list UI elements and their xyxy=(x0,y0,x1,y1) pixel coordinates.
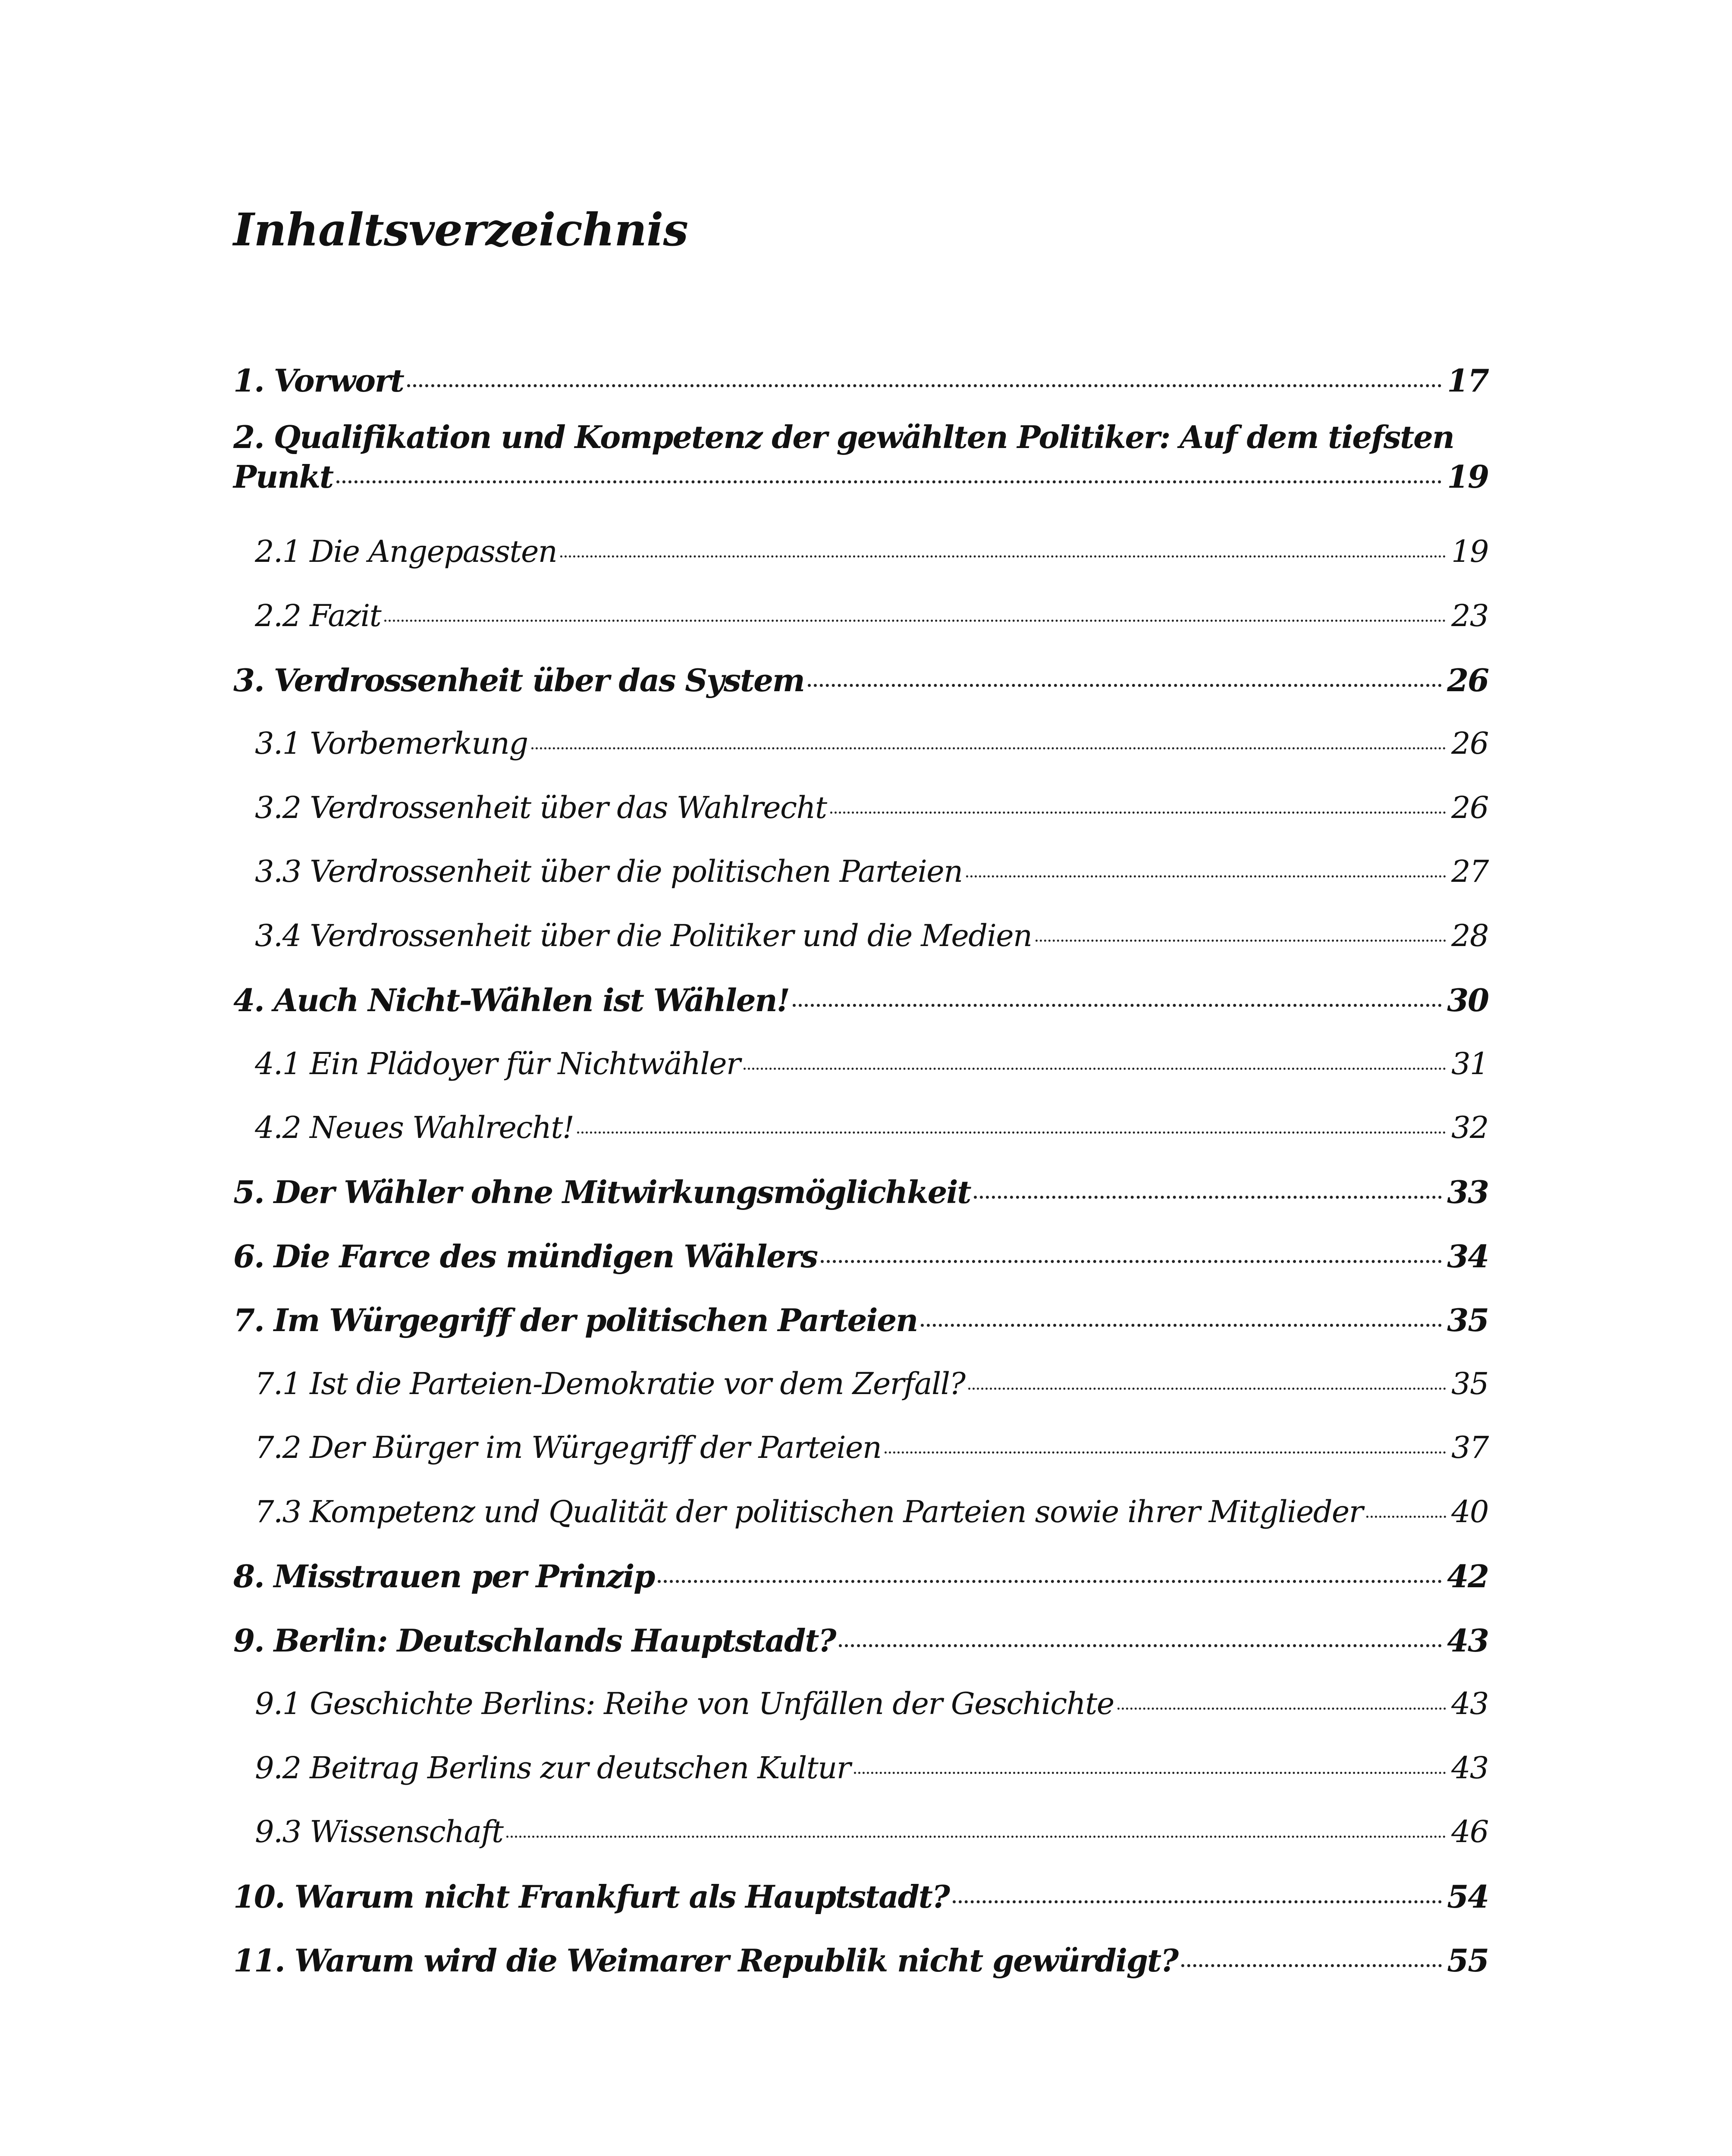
toc-page-number: 54 xyxy=(1447,1878,1488,1915)
toc-page-number: 27 xyxy=(1451,854,1488,889)
toc-entry-title: 9.1 Geschichte Berlins: Reihe von Unfällen der Geschichte xyxy=(255,1686,1114,1721)
dot-leader xyxy=(577,1131,1446,1134)
dot-leader xyxy=(658,1580,1442,1583)
dot-leader xyxy=(336,480,1442,483)
dot-leader xyxy=(968,1388,1446,1390)
dot-leader xyxy=(966,875,1446,877)
dot-leader xyxy=(953,1900,1442,1903)
toc-page-number: 30 xyxy=(1447,982,1488,1018)
toc-entry[interactable] xyxy=(233,1622,1488,1670)
dot-leader xyxy=(1117,1708,1446,1710)
toc-page-number: 35 xyxy=(1447,1302,1488,1338)
toc-entry[interactable] xyxy=(233,1110,1488,1157)
dot-leader xyxy=(793,1004,1442,1007)
toc-entry-title: 6. Die Farce des mündigen Wählers xyxy=(233,1238,817,1275)
toc-entry-title: 9. Berlin: Deutschlands Hauptstadt? xyxy=(233,1622,836,1659)
toc-entry-title: 3.1 Vorbemerkung xyxy=(255,726,528,761)
toc-page-number: 33 xyxy=(1447,1174,1488,1210)
toc-entry[interactable] xyxy=(233,1750,1488,1798)
dot-leader xyxy=(808,684,1442,687)
toc-page-number: 43 xyxy=(1451,1686,1488,1721)
dot-leader xyxy=(531,747,1446,749)
toc-page-number: 17 xyxy=(1447,362,1488,399)
toc-entry-title: 8. Misstrauen per Prinzip xyxy=(233,1558,655,1595)
toc-entry[interactable] xyxy=(233,918,1488,965)
toc-entry-title: 11. Warum wird die Weimarer Republik nicht gewürdigt? xyxy=(233,1942,1178,1979)
toc-entry[interactable] xyxy=(233,1302,1488,1349)
toc-entry-title: 2.1 Die Angepassten xyxy=(255,534,557,569)
toc-page-number: 55 xyxy=(1447,1942,1488,1979)
toc-entry[interactable] xyxy=(233,1814,1488,1861)
dot-leader xyxy=(506,1836,1446,1838)
dot-leader xyxy=(560,555,1446,558)
toc-entry[interactable] xyxy=(233,1238,1488,1285)
toc-entry-title: 2.2 Fazit xyxy=(255,598,381,633)
toc-entry-title: 7.3 Kompetenz und Qualität der politischen Parteien sowie ihrer Mitglieder xyxy=(255,1494,1363,1529)
toc-page-number: 46 xyxy=(1451,1814,1488,1849)
toc-page-number: 28 xyxy=(1451,918,1488,953)
toc-entry[interactable] xyxy=(233,534,1488,581)
toc-entry-title: 7.1 Ist die Parteien-Demokratie vor dem Zerfall? xyxy=(255,1366,965,1401)
page-title: Inhaltsverzeichnis xyxy=(233,203,688,256)
dot-leader xyxy=(839,1644,1442,1647)
toc-entry-title: 10. Warum nicht Frankfurt als Hauptstadt? xyxy=(233,1878,949,1915)
toc-entry-title: 3. Verdrossenheit über das System xyxy=(233,662,804,699)
toc-entry[interactable] xyxy=(233,416,1488,506)
toc-page-number: 42 xyxy=(1447,1558,1488,1595)
toc-entry[interactable] xyxy=(233,1430,1488,1477)
toc-entry[interactable] xyxy=(233,362,1488,410)
toc-entry-title: 4.1 Ein Plädoyer für Nichtwähler xyxy=(255,1046,740,1081)
toc-entry-title: 4. Auch Nicht-Wählen ist Wählen! xyxy=(233,982,789,1018)
toc-page-number: 26 xyxy=(1451,790,1488,825)
toc-page-number: 35 xyxy=(1451,1366,1488,1401)
toc-entry-title: 9.3 Wissenschaft xyxy=(255,1814,503,1849)
toc-entry-title-line1: 2. Qualifikation und Kompetenz der gewählten Politiker: Auf dem tiefsten xyxy=(233,419,1454,455)
toc-entry[interactable] xyxy=(233,598,1488,646)
dot-leader xyxy=(744,1068,1446,1070)
toc-page-number: 32 xyxy=(1451,1110,1488,1145)
toc-entry[interactable] xyxy=(233,1494,1488,1542)
toc-entry[interactable] xyxy=(233,1878,1488,1926)
toc-entry[interactable] xyxy=(233,1558,1488,1605)
toc-page-number: 26 xyxy=(1451,726,1488,761)
dot-leader xyxy=(407,384,1442,387)
toc-entry[interactable] xyxy=(233,1686,1488,1733)
toc-page-number: 23 xyxy=(1451,598,1488,633)
toc-page-number: 31 xyxy=(1451,1046,1488,1081)
dot-leader xyxy=(1181,1964,1442,1967)
toc-page-number: 19 xyxy=(1447,458,1488,495)
toc-page-number: 34 xyxy=(1447,1238,1488,1275)
toc-page-number: 43 xyxy=(1447,1622,1488,1659)
dot-leader xyxy=(885,1451,1446,1454)
dot-leader xyxy=(974,1196,1442,1199)
toc-entry-title: 3.4 Verdrossenheit über die Politiker und die Medien xyxy=(255,918,1032,953)
toc-entry-title: 7. Im Würgegriff der politischen Parteien xyxy=(233,1302,918,1338)
toc-entry[interactable] xyxy=(233,1942,1488,1990)
dot-leader xyxy=(830,812,1446,814)
dot-leader xyxy=(921,1324,1442,1327)
toc-page-number: 40 xyxy=(1451,1494,1488,1529)
dot-leader xyxy=(1366,1516,1446,1518)
toc-page-number: 43 xyxy=(1451,1750,1488,1786)
toc-entry[interactable] xyxy=(233,662,1488,709)
toc-page-number: 37 xyxy=(1451,1430,1488,1465)
toc-entry-title: 9.2 Beitrag Berlins zur deutschen Kultur xyxy=(255,1750,850,1786)
dot-leader xyxy=(821,1260,1442,1263)
toc-page-number: 26 xyxy=(1447,662,1488,699)
toc-entry-title: 7.2 Der Bürger im Würgegriff der Parteien xyxy=(255,1430,882,1465)
toc-entry-title: Punkt xyxy=(233,458,333,495)
dot-leader xyxy=(854,1772,1446,1774)
toc-entry[interactable] xyxy=(233,1174,1488,1221)
toc-entry[interactable] xyxy=(233,1046,1488,1094)
toc-entry-title: 3.2 Verdrossenheit über das Wahlrecht xyxy=(255,790,827,825)
toc-entry-title: 3.3 Verdrossenheit über die politischen Parteien xyxy=(255,854,963,889)
toc-entry-title: 4.2 Neues Wahlrecht! xyxy=(255,1110,574,1145)
toc-page-number: 19 xyxy=(1451,534,1488,569)
toc-entry[interactable] xyxy=(233,790,1488,837)
dot-leader xyxy=(1035,940,1446,942)
dot-leader xyxy=(384,620,1446,622)
toc-entry[interactable] xyxy=(233,1366,1488,1413)
toc-entry[interactable] xyxy=(233,726,1488,773)
toc-entry-title: 1. Vorwort xyxy=(233,362,404,399)
toc-entry-title: 5. Der Wähler ohne Mitwirkungsmöglichkeit xyxy=(233,1174,971,1210)
toc-entry[interactable] xyxy=(233,982,1488,1029)
toc-entry[interactable] xyxy=(233,854,1488,901)
